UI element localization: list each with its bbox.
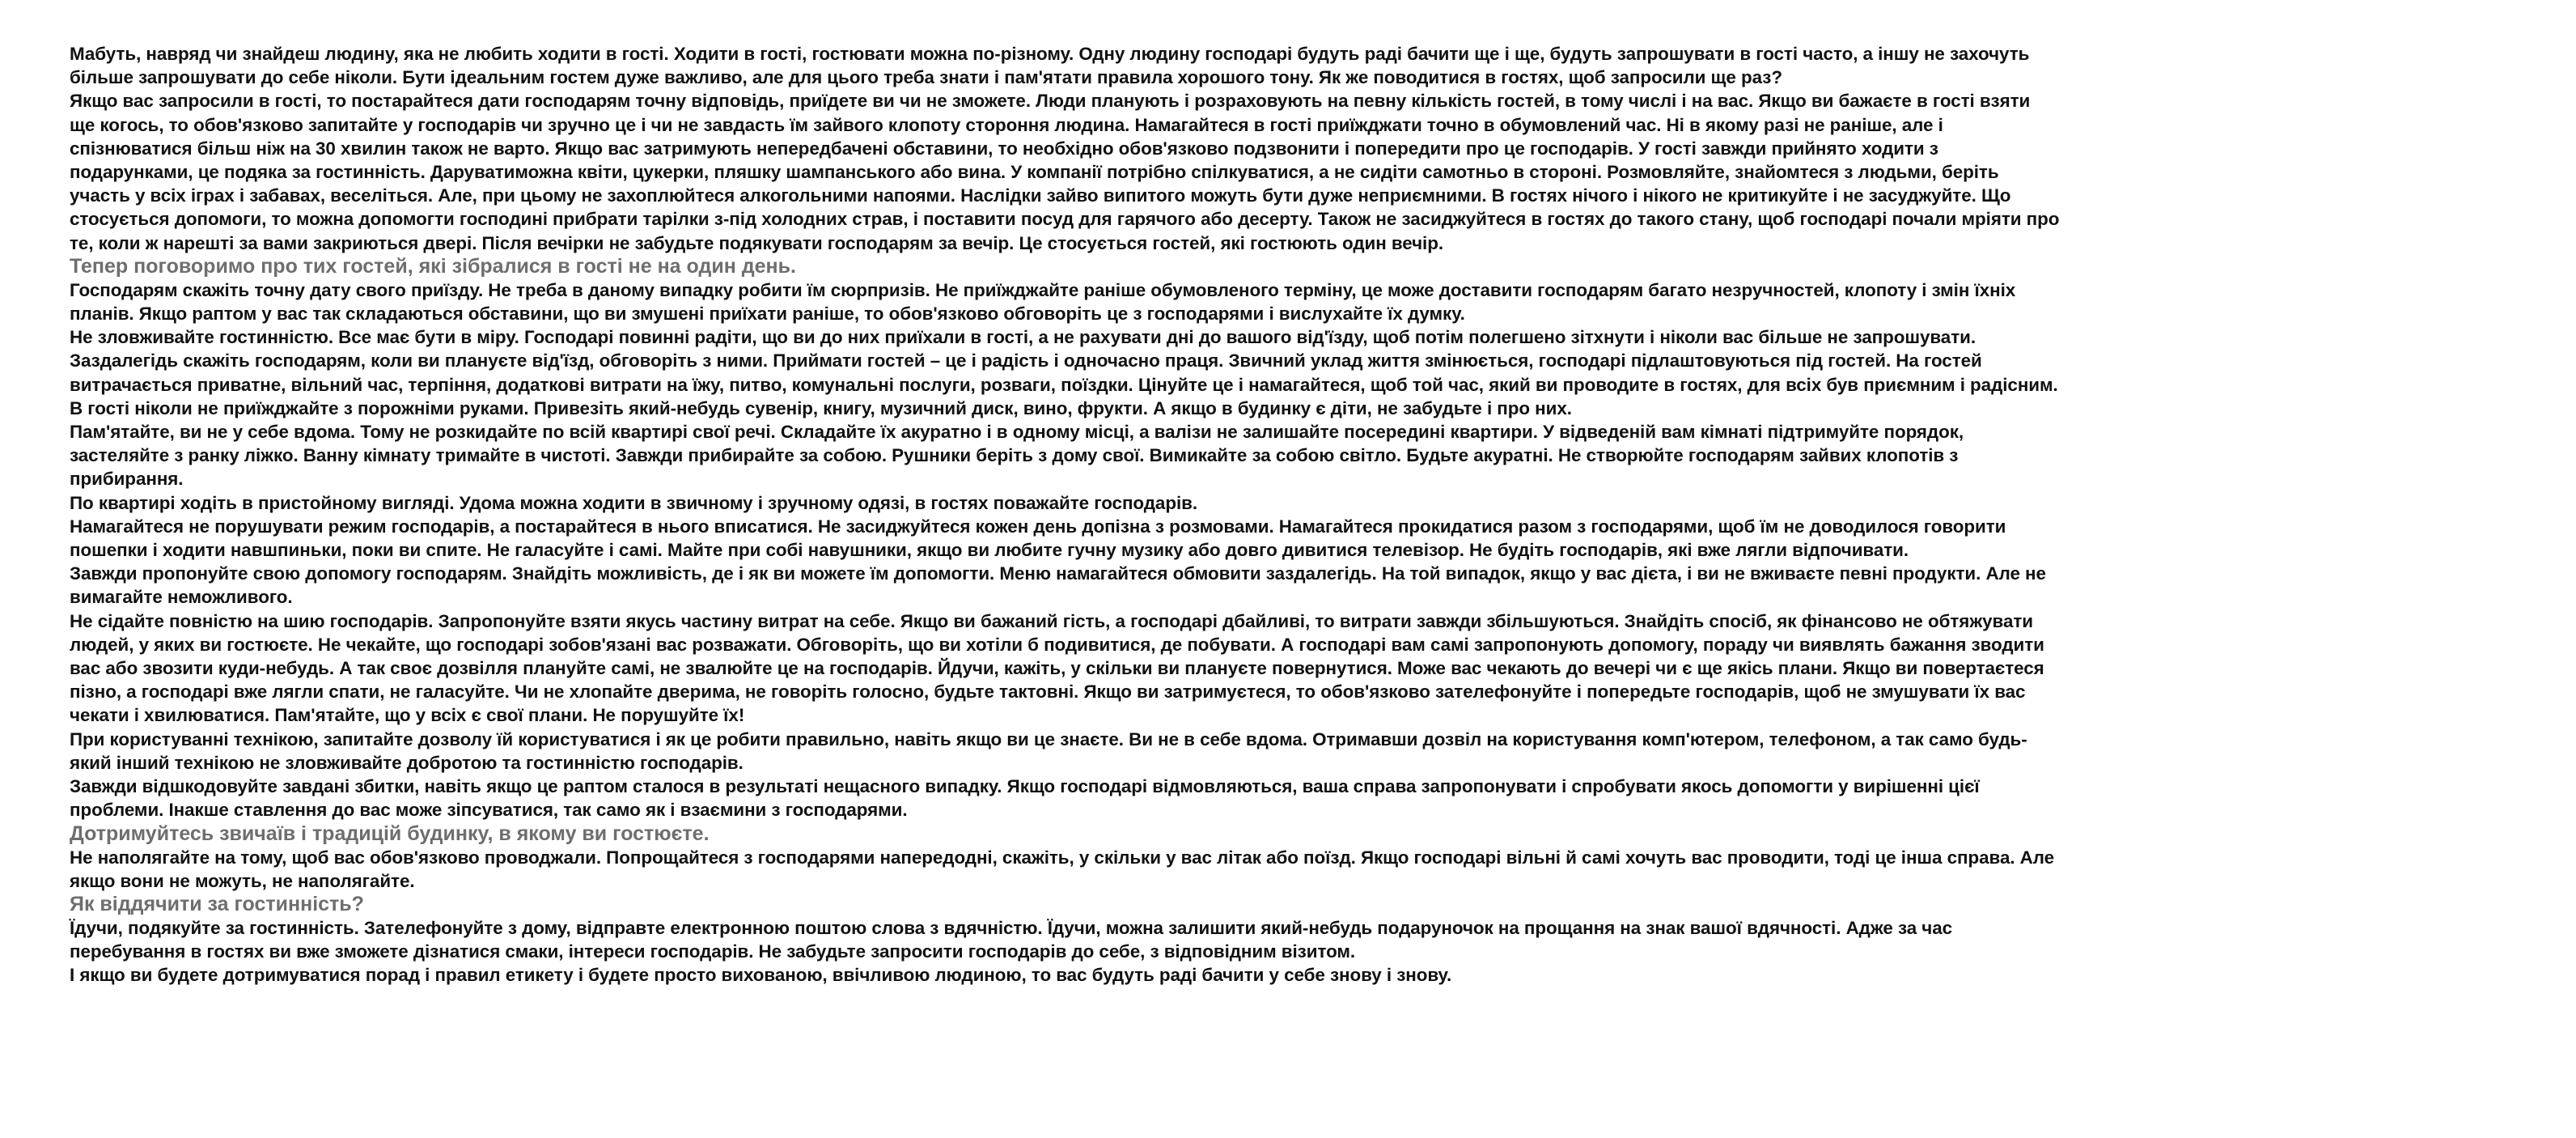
section-heading-traditions: Дотримуйтесь звичаїв і традицій будинку, в якому ви гостюєте. <box>70 822 710 845</box>
section-heading-gratitude: Як віддячити за гостинність? <box>70 892 364 915</box>
section-heading-long-stay: Тепер поговоримо про тих гостей, які зібралися в гості не на один день. <box>70 254 796 278</box>
appearance-paragraph: По квартирі ходіть в пристойному вигляді. Удома можна ходити в звичному і зручному одязі, в гостях поважайте господарів. <box>70 492 1198 513</box>
intro-paragraph: Мабуть, навряд чи знайдеш людину, яка не любить ходити в гості. Ходити в гості, гостювати можна по-різному. Одну людину господарі будуть раді бачити ще і ще, будуть запрошувати в гості часто, а іншу не захочуть більше запрошувати до себе ніколи. Бути ідеальним гостем дуже важливо, але для цього треба знати і пам'ятати правила хорошого тону. Як же поводитися в гостях, щоб запросили ще раз? <box>70 44 2030 88</box>
arrival-date-paragraph: Господарям скажіть точну дату свого приїзду. Не треба в даному випадку робити їм сюрпризів. Не приїжджайте раніше обумовленого терміну, це може доставити господарям багато незручностей, клопоту і змін їхніх планів. Якщо раптом у вас так складаються обставини, що ви змушені приїхати раніше, то обов'язково обговоріть це з господарями і вислухайте їх думку. <box>70 279 2016 325</box>
thanks-paragraph: Їдучи, подякуйте за гостинність. Зателефонуйте з дому, відправте електронною поштою слова з вдячністю. Їдучи, можна залишити який-небудь подаруночок на прощання на знак вашої вдячності. Адже за час перебування в гостях ви вже зможете дізнатися смаки, інтереси господарів. Не забудьте запросити господарів до себе, з відповідним візитом. <box>70 917 1953 962</box>
invitation-paragraph: Якщо вас запросили в гості, то постарайтеся дати господарям точну відповідь, приїдете ви чи не зможете. Люди планують і розраховують на певну кількість гостей, в тому числі і на вас. Якщо ви бажаєте в гості взяти ще когось, то обов'язково запитайте у господарів чи зручно це і чи не завдасть їм зайвого клопоту стороння людина. Намагайтеся в гості приїжджати точно в обумовлений час. Ні в якому разі не раніше, але і спізнюватися більш ніж на 30 хвилин також не варто. Якщо вас затримують непередбачені обставини, то необхідно обов'язково подзвонити і попередити про це господарів. У гості завжди прийнято ходити з подарунками, це подяка за гостинність. Даруватиможна квіти, цукерки, пляшку шампанського або вина. У компанії потрібно спілкуватися, а не сидіти самотньо в стороні. Розмовляйте, знайомтеся з людьми, беріть участь у всіх іграх і забавах, веселіться. Але, при цьому не захоплюйтеся алкогольними напоями. Наслідки зайво випитого можуть бути дуже неприємними. В гостях нічого і нікого не критикуйте і не засуджуйте. Що стосується допомоги, то можна допомогти господині прибрати тарілки з-під холодних страв, і поставити посуд для гарячого або десерту. Також не засиджуйтеся в гостях до такого стану, щоб господарі почали мріяти про те, коли ж нарешті за вами закриються двері. Після вечірки не забудьте подякувати господарям за вечір. Це стосується гостей, які гостюють один вечір. <box>70 91 2060 253</box>
technology-paragraph: При користуванні технікою, запитайте дозволу їй користуватися і як це робити правильно, навіть якщо ви це знаєте. Ви не в себе вдома. Отримавши дозвіл на користування комп'ютером, телефоном, а так само будь-який інший технікою не зловживайте добротою та гостинністю господарів. <box>70 728 2027 773</box>
routine-paragraph: Намагайтеся не порушувати режим господарів, а постарайтеся в нього вписатися. Не засиджуйтеся кожен день допізна з розмовами. Намагайтеся прокидатися разом з господарями, щоб їм не доводилося говорити пошепки і ходити навшпиньки, поки ви спите. Не галасуйте і самі. Майте при собі навушники, якщо ви любите гучну музику або довго дивитися телевізор. Не будіть господарів, які вже лягли відпочивати. <box>70 516 2006 561</box>
farewell-paragraph: Не наполягайте на тому, щоб вас обов'язково проводжали. Попрощайтеся з господарями напередодні, скажіть, у скільки у вас літак або поїзд. Якщо господарі вільні й самі хочуть вас проводити, тоді це інша справа. Але якщо вони не можуть, не наполягайте. <box>70 847 2055 891</box>
damages-paragraph: Завжди відшкодовуйте завдані збитки, навіть якщо це раптом сталося в результаті нещасного випадку. Якщо господарі відмовляються, ваша справа запропонувати і спробувати якось допомогти у вирішенні цієї проблеми. Інакше ставлення до вас може зіпсуватися, так само як і взаємини з господарями. <box>70 776 1980 821</box>
help-paragraph: Завжди пропонуйте свою допомогу господарям. Знайдіть можливість, де і як ви можете їм допомогти. Меню намагайтеся обмовити заздалегідь. На той випадок, якщо у вас дієта, і ви не вживаєте певні продукти. Але не вимагайте неможливого. <box>70 563 2046 608</box>
tidiness-paragraph: Пам'ятайте, ви не у себе вдома. Тому не розкидайте по всій квартирі свої речі. Складайте їх акуратно і в одному місці, а валізи не залишайте посередині квартири. У відведеній вам кімнаті підтримуйте порядок, застеляйте з ранку ліжко. Ванну кімнату тримайте в чистоті. Завжди прибирайте за собою. Рушники беріть з дому свої. Вимикайте за собою світло. Будьте акуратні. Не створюйте господарям зайвих клопотів з прибирання. <box>70 422 1964 490</box>
article-body <box>70 42 2060 987</box>
hospitality-paragraph: Не зловживайте гостинністю. Все має бути в міру. Господарі повинні радіти, що ви до них приїхали в гості, а не рахувати дні до вашого від'їзду, щоб потім полегшено зітхнути і ніколи вас більше не запрошувати. Заздалегідь скажіть господарям, коли ви плануєте від'їзд, обговоріть з ними. Приймати гостей – це і радість і одночасно праця. Звичний уклад життя змінюється, господарі підлаштовуються під гостей. На гостей витрачається приватне, вільний час, терпіння, додаткові витрати на їжу, питво, комунальні послуги, розваги, поїздки. Цінуйте це і намагайтеся, щоб той час, який ви проводите в гостях, для всіх був приємним і радісним. В гості ніколи не приїжджайте з порожніми руками. Привезіть який-небудь сувенір, книгу, музичний диск, вино, фрукти. А якщо в будинку є діти, не забудьте і про них. <box>70 327 2058 418</box>
conclusion-paragraph: І якщо ви будете дотримуватися порад і правил етикету і будете просто вихованою, ввічливою людиною, то вас будуть раді бачити у себе знову і знову. <box>70 965 1452 986</box>
expenses-paragraph: Не сідайте повністю на шию господарів. Запропонуйте взяти якусь частину витрат на себе. Якщо ви бажаний гість, а господарі дбайливі, то витрати завжди збільшуються. Знайдіть спосіб, як фінансово не обтяжувати людей, у яких ви гостюєте. Не чекайте, що господарі зобов'язані вас розважати. Обговоріть, що ви хотіли б подивитися, де побувати. А господарі вам самі запропонують допомогу, пораду чи виявлять бажання зводити вас або звозити куди-небудь. А так своє дозвілля плануйте самі, не звалюйте це на господарів. Йдучи, кажіть, у скільки ви плануєте повернутися. Може вас чекають до вечері чи є ще якісь плани. Якщо ви повертаєтеся пізно, а господарі вже лягли спати, не галасуйте. Чи не хлопайте дверима, не говоріть голосно, будьте тактовні. Якщо ви затримуєтеся, то обов'язково зателефонуйте і попередьте господарів, щоб не змушувати їх вас чекати і хвилюватися. Пам'ятайте, що у всіх є свої плани. Не порушуйте їх! <box>70 610 2044 726</box>
